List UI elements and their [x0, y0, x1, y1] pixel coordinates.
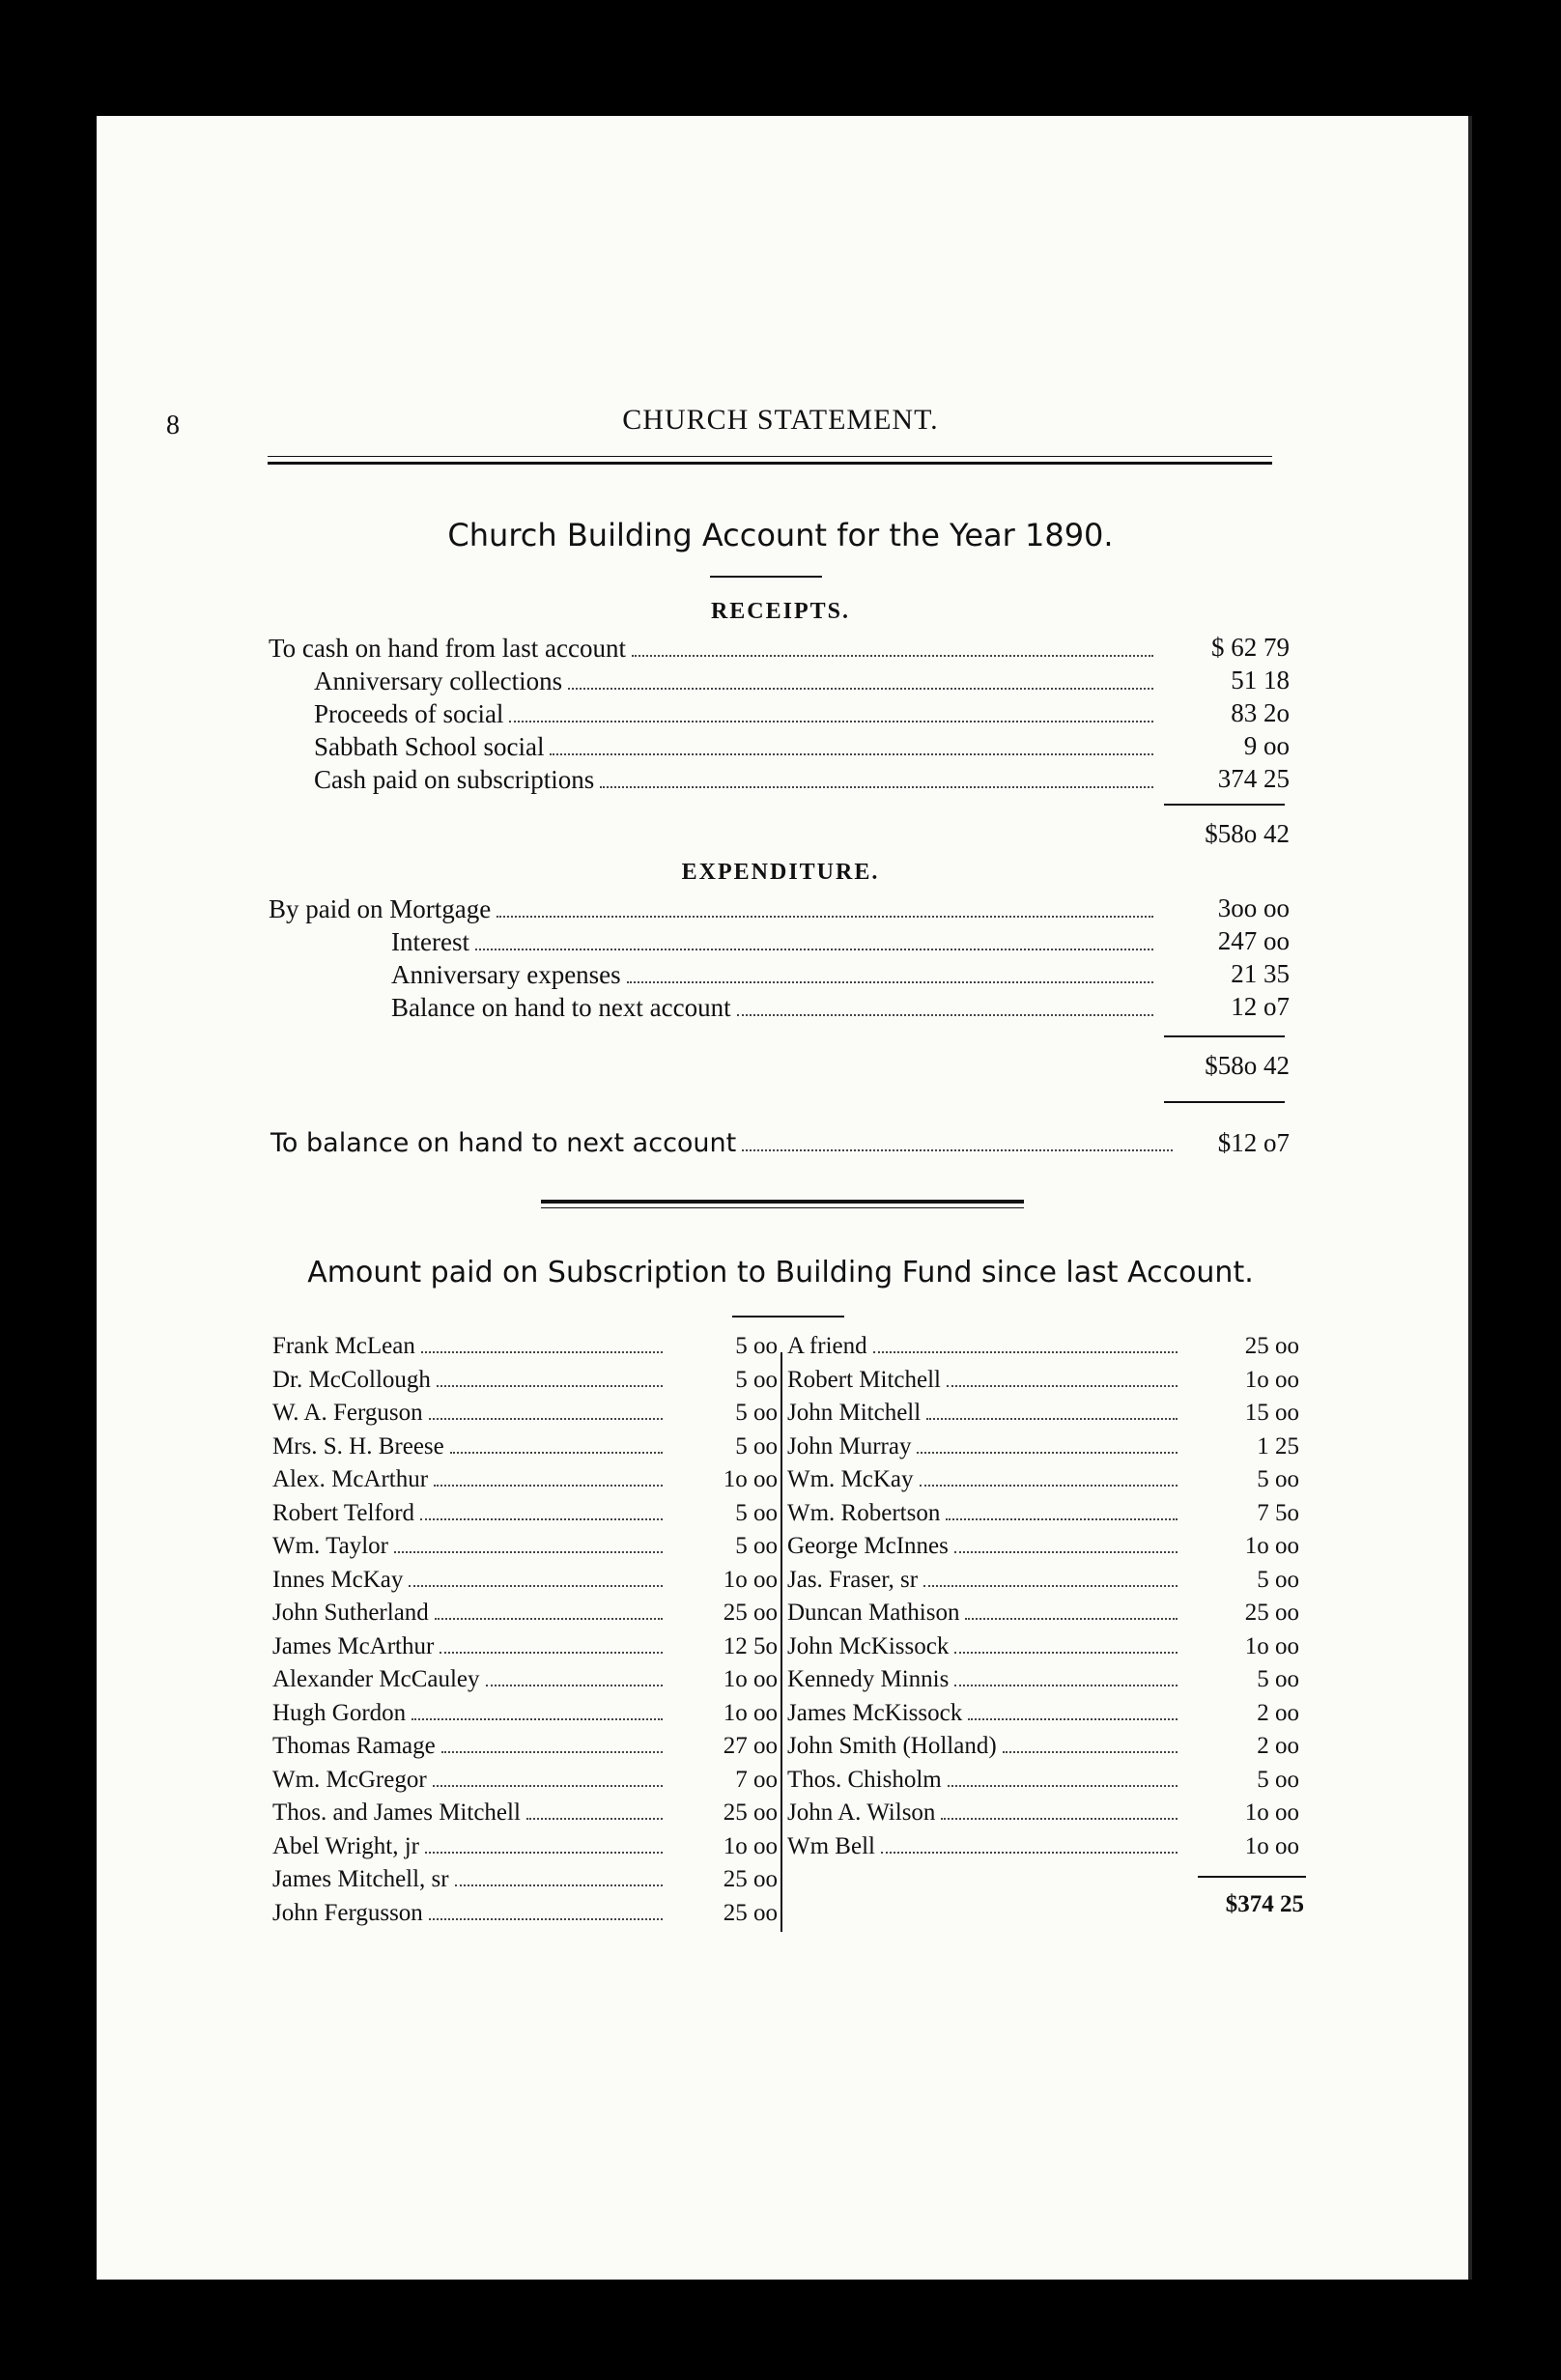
- subscriber-name: Thomas Ramage: [272, 1733, 436, 1759]
- document-page: [97, 116, 1472, 2280]
- subscriber-amount: 25 oo: [1244, 1333, 1299, 1359]
- expenditure-item-amount: 247 oo: [1217, 926, 1290, 955]
- receipt-item-row: [314, 764, 1159, 795]
- receipt-item-amount: 374 25: [1217, 764, 1290, 793]
- subscriber-name: Frank McLean: [272, 1333, 415, 1359]
- subscriber-row: [272, 1767, 668, 1799]
- receipt-item-label: Sabbath School social: [314, 732, 545, 761]
- subscriber-name: Innes McKay: [272, 1566, 404, 1593]
- header-rule-bottom: [268, 462, 1272, 465]
- subscriber-row: [272, 1433, 668, 1466]
- subscriber-row: [272, 1367, 668, 1400]
- subscriber-amount: 5 oo: [735, 1366, 778, 1393]
- subscriber-row: [787, 1799, 1183, 1832]
- subscriber-row: [787, 1500, 1183, 1533]
- subscriber-amount: 1o oo: [723, 1699, 778, 1726]
- subscriber-name: Jas. Fraser, sr: [787, 1566, 919, 1593]
- subscriber-name: John Murray: [787, 1432, 912, 1459]
- subscriber-name: Kennedy Minnis: [787, 1666, 950, 1692]
- subscriber-amount: 12 5o: [723, 1632, 778, 1659]
- subscriber-row: [272, 1633, 668, 1666]
- subscriber-row: [787, 1433, 1183, 1466]
- subscriber-amount: 1o oo: [1244, 1832, 1299, 1859]
- subscriber-amount: 27 oo: [723, 1733, 778, 1759]
- receipt-item-amount: 51 18: [1231, 666, 1290, 694]
- receipts-total-rule: [1164, 804, 1285, 806]
- subscriber-amount: 15 oo: [1244, 1400, 1299, 1426]
- expenditure-item-amount: 3oo oo: [1217, 893, 1290, 922]
- subscriber-row: [272, 1400, 668, 1432]
- expenditure-item-amount: 21 35: [1231, 959, 1290, 988]
- receipt-item-label: Proceeds of social: [314, 699, 504, 728]
- balance-line: [270, 1128, 1178, 1159]
- running-title: CHURCH STATEMENT.: [622, 404, 939, 436]
- subscriber-name: Abel Wright, jr: [272, 1832, 419, 1859]
- subscriber-amount: 1o oo: [723, 1832, 778, 1859]
- expenditure-item-row: [391, 992, 1159, 1023]
- receipt-item-row: [314, 666, 1159, 696]
- expenditure-item-label: By paid on Mortgage: [269, 894, 492, 923]
- subscriber-name: Thos. and James Mitchell: [272, 1799, 521, 1826]
- subscriber-row: [272, 1466, 668, 1499]
- account-title: Church Building Account for the Year 1890.: [447, 517, 1114, 553]
- subscriber-amount: 1o oo: [723, 1566, 778, 1593]
- subscriber-amount: 2 oo: [1257, 1699, 1299, 1726]
- title-divider: [710, 576, 822, 578]
- subscriber-amount: 5 oo: [1257, 1466, 1299, 1492]
- receipt-item-label: To cash on hand from last account: [269, 634, 626, 663]
- subscriber-amount: 7 oo: [735, 1766, 778, 1793]
- subscriber-name: Thos. Chisholm: [787, 1766, 942, 1793]
- subscription-total: $374 25: [1225, 1891, 1304, 1917]
- subscriber-amount: 1o oo: [1244, 1799, 1299, 1826]
- subscription-heading: Amount paid on Subscription to Building Fund since last Account.: [307, 1256, 1254, 1289]
- subscriber-name: W. A. Ferguson: [272, 1400, 423, 1426]
- subscriber-name: James McArthur: [272, 1632, 435, 1659]
- receipts-heading: RECEIPTS.: [710, 599, 851, 624]
- expenditure-item-row: [391, 959, 1159, 990]
- balance-label: To balance on hand to next account: [270, 1128, 737, 1158]
- subscriber-row: [272, 1500, 668, 1533]
- subscriber-row: [787, 1600, 1183, 1632]
- subscriber-name: John Smith (Holland): [787, 1733, 997, 1759]
- subscriber-name: John Fergusson: [272, 1899, 423, 1926]
- receipt-item-row: [314, 698, 1159, 729]
- subscriber-row: [272, 1833, 668, 1866]
- expenditure-item-row: [391, 926, 1159, 957]
- subscriber-name: Duncan Mathison: [787, 1600, 960, 1626]
- header-rule-top: [268, 456, 1272, 457]
- subscriber-name: James McKissock: [787, 1699, 963, 1726]
- subscriber-name: Alexander McCauley: [272, 1666, 480, 1692]
- subscriber-amount: 1o oo: [1244, 1632, 1299, 1659]
- expenditure-heading: EXPENDITURE.: [681, 860, 880, 885]
- subscriber-name: Wm Bell: [787, 1832, 875, 1859]
- subscriber-row: [787, 1333, 1183, 1366]
- subscriber-row: [787, 1733, 1183, 1766]
- subscriber-amount: 5 oo: [735, 1533, 778, 1559]
- subscriber-row: [787, 1700, 1183, 1733]
- subscriber-row: [787, 1767, 1183, 1799]
- subscriber-name: John Mitchell: [787, 1400, 922, 1426]
- subscriber-row: [272, 1333, 668, 1366]
- subscriber-name: Wm. McKay: [787, 1466, 914, 1492]
- subscriber-name: Alex. McArthur: [272, 1466, 429, 1492]
- subscriber-row: [787, 1666, 1183, 1699]
- subscriber-amount: 1o oo: [1244, 1366, 1299, 1393]
- expenditure-item-label: Anniversary expenses: [391, 960, 621, 989]
- column-divider: [780, 1352, 782, 1932]
- receipt-item-amount: 83 2o: [1231, 698, 1290, 727]
- subscriber-row: [787, 1533, 1183, 1566]
- section-divider-thin: [541, 1207, 1024, 1208]
- section-divider: [541, 1200, 1024, 1204]
- subscriber-row: [787, 1567, 1183, 1600]
- subscriber-amount: 5 oo: [735, 1333, 778, 1359]
- subscriber-name: George McInnes: [787, 1533, 949, 1559]
- receipts-total: $58o 42: [1205, 819, 1290, 848]
- subscriber-amount: 5 oo: [1257, 1766, 1299, 1793]
- subscriber-row: [272, 1799, 668, 1832]
- subscriber-name: A friend: [787, 1333, 867, 1359]
- subscriber-row: [787, 1400, 1183, 1432]
- subscriber-name: John Sutherland: [272, 1600, 429, 1626]
- subscriber-amount: 1o oo: [723, 1466, 778, 1492]
- subscriber-name: John McKissock: [787, 1632, 950, 1659]
- subscriber-row: [272, 1533, 668, 1566]
- subscription-total-rule: [1198, 1876, 1306, 1878]
- subscriber-name: Wm. Robertson: [787, 1499, 941, 1526]
- receipt-item-amount: 9 oo: [1243, 731, 1290, 760]
- subscriber-row: [787, 1833, 1183, 1866]
- subscriber-name: John A. Wilson: [787, 1799, 936, 1826]
- subscriber-row: [272, 1866, 668, 1899]
- subscriber-row: [272, 1900, 668, 1933]
- subscriber-amount: 25 oo: [723, 1866, 778, 1892]
- subscriber-row: [272, 1733, 668, 1766]
- balance-amount: $12 o7: [1217, 1128, 1290, 1157]
- expenditure-total: $58o 42: [1205, 1051, 1290, 1080]
- subscriber-name: Dr. McCollough: [272, 1366, 431, 1393]
- receipt-item-row: [314, 731, 1159, 762]
- expenditure-item-label: Interest: [391, 927, 469, 956]
- subscriber-name: Wm. McGregor: [272, 1766, 427, 1793]
- expenditure-item-label: Balance on hand to next account: [391, 993, 731, 1022]
- subscriber-row: [272, 1700, 668, 1733]
- subscriber-row: [272, 1666, 668, 1699]
- subscriber-amount: 1o oo: [1244, 1533, 1299, 1559]
- subscriber-row: [272, 1600, 668, 1632]
- subscriber-amount: 25 oo: [723, 1899, 778, 1926]
- subscriber-name: James Mitchell, sr: [272, 1866, 449, 1892]
- subscriber-name: Robert Telford: [272, 1499, 415, 1526]
- subscriber-amount: 25 oo: [1244, 1600, 1299, 1626]
- subscriber-amount: 5 oo: [735, 1432, 778, 1459]
- subscriber-row: [787, 1633, 1183, 1666]
- subscription-divider: [732, 1316, 844, 1318]
- subscriber-amount: 5 oo: [1257, 1666, 1299, 1692]
- subscriber-amount: 1o oo: [723, 1666, 778, 1692]
- subscriber-name: Robert Mitchell: [787, 1366, 941, 1393]
- receipt-item-label: Anniversary collections: [314, 666, 563, 695]
- subscriber-name: Mrs. S. H. Breese: [272, 1432, 444, 1459]
- subscriber-row: [787, 1367, 1183, 1400]
- subscriber-row: [272, 1567, 668, 1600]
- subscriber-amount: 1 25: [1257, 1432, 1299, 1459]
- page-number: 8: [166, 411, 180, 440]
- subscriber-amount: 2 oo: [1257, 1733, 1299, 1759]
- subscriber-amount: 25 oo: [723, 1600, 778, 1626]
- subscriber-amount: 25 oo: [723, 1799, 778, 1826]
- expenditure-total-underline: [1164, 1101, 1285, 1103]
- subscriber-amount: 7 5o: [1257, 1499, 1299, 1526]
- receipt-item-amount: $ 62 79: [1211, 633, 1290, 662]
- subscriber-amount: 5 oo: [735, 1400, 778, 1426]
- subscriber-amount: 5 oo: [1257, 1566, 1299, 1593]
- subscriber-amount: 5 oo: [735, 1499, 778, 1526]
- subscriber-name: Hugh Gordon: [272, 1699, 407, 1726]
- expenditure-total-rule: [1164, 1035, 1285, 1037]
- expenditure-item-row: [269, 893, 1159, 924]
- expenditure-item-amount: 12 o7: [1231, 992, 1290, 1021]
- subscriber-name: Wm. Taylor: [272, 1533, 388, 1559]
- receipt-item-row: [269, 633, 1159, 664]
- subscriber-row: [787, 1466, 1183, 1499]
- receipt-item-label: Cash paid on subscriptions: [314, 765, 595, 794]
